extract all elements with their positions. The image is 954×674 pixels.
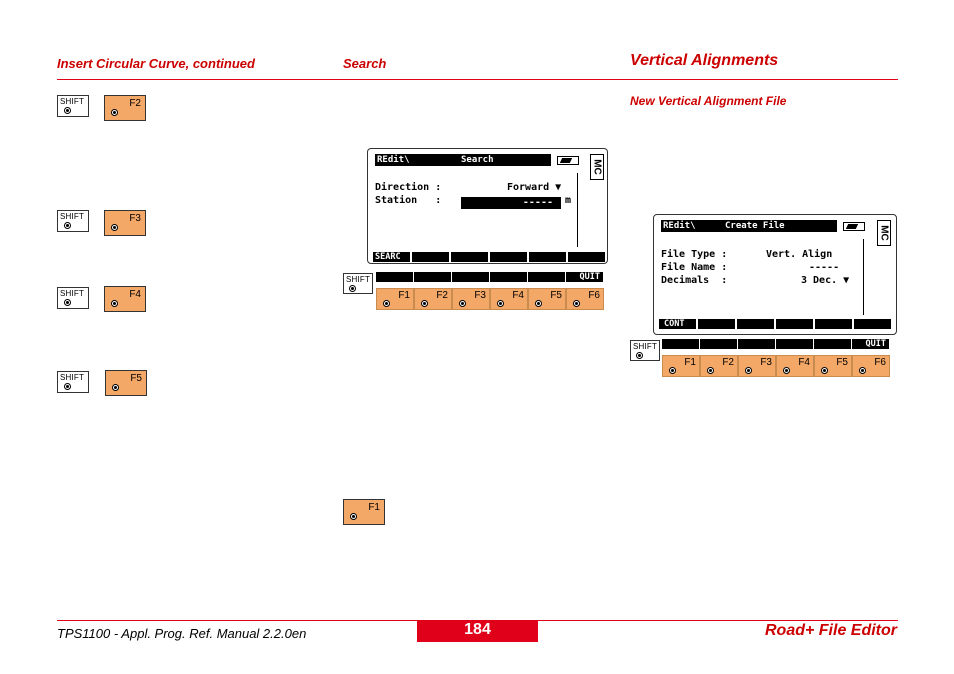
f1-key-label: F1 [368,502,380,513]
f2-key[interactable] [700,355,738,377]
f5-key-label: F5 [130,373,142,384]
section-title-left: Insert Circular Curve, continued [57,56,255,71]
f3-key[interactable] [452,288,490,310]
battery-icon [843,222,865,231]
key-dot-icon [461,302,464,305]
key-dot-icon [709,369,712,372]
mc-label: MC [878,225,890,241]
screen-divider [863,239,864,315]
shift-key-label: SHIFT [346,275,371,284]
key-dot-icon [66,224,69,227]
softkey-2[interactable] [698,319,735,329]
screen-title-left: REdit\ [663,221,696,231]
section-title-search: Search [343,56,387,71]
f2-label: F2 [436,290,448,301]
softkey-2[interactable] [412,252,449,262]
f1-key[interactable] [343,499,385,525]
softkey-4[interactable] [776,319,813,329]
f5-label: F5 [550,290,562,301]
direction-value[interactable]: Forward ▼ [507,182,562,193]
station-unit: m [565,195,572,206]
key-dot-icon [113,302,116,305]
function-key-strip [662,355,890,377]
manual-reference: TPS1100 - Appl. Prog. Ref. Manual 2.2.0en [57,626,307,641]
shift-softkey-strip [376,272,603,282]
search-screen [367,148,608,264]
create-file-screen [653,214,897,335]
f3-key-label: F3 [129,213,141,224]
key-dot-icon [351,287,354,290]
shift-softkey-2[interactable] [700,339,737,349]
key-dot-icon [537,302,540,305]
f6-label: F6 [588,290,600,301]
f4-key[interactable] [776,355,814,377]
shift-key-label: SHIFT [60,212,85,221]
softkey-cont[interactable]: CONT [659,319,696,329]
shift-softkey-1[interactable] [662,339,699,349]
page-title: Vertical Alignments [630,52,779,69]
f1-label: F1 [398,290,410,301]
key-dot-icon [823,369,826,372]
softkey-bar [373,252,605,262]
shift-key[interactable] [57,371,89,393]
shift-softkey-quit[interactable]: QUIT [566,272,603,282]
softkey-4[interactable] [490,252,527,262]
softkey-6[interactable] [854,319,891,329]
f2-label: F2 [722,357,734,368]
f4-label: F4 [798,357,810,368]
key-dot-icon [114,386,117,389]
screen-title-left: REdit\ [377,155,410,165]
softkey-3[interactable] [451,252,488,262]
key-dot-icon [499,302,502,305]
f5-label: F5 [836,357,848,368]
screen-title-center: Search [461,155,494,165]
file-name-value[interactable]: ----- [809,262,840,273]
f4-key[interactable] [490,288,528,310]
shift-softkey-4[interactable] [776,339,813,349]
station-input[interactable]: ----- [461,197,561,209]
key-dot-icon [638,354,641,357]
screen-title-center: Create File [725,221,785,231]
key-dot-icon [785,369,788,372]
f4-key[interactable] [104,286,146,312]
f2-key-label: F2 [129,98,141,109]
softkey-5[interactable] [529,252,566,262]
key-dot-icon [385,302,388,305]
softkey-5[interactable] [815,319,852,329]
shift-softkey-3[interactable] [452,272,489,282]
f6-key[interactable] [566,288,604,310]
shift-key-label: SHIFT [60,97,85,106]
f1-key[interactable] [662,355,700,377]
decimals-label: Decimals : [661,275,728,286]
f5-key[interactable] [814,355,852,377]
header-rule [57,79,898,80]
file-type-label: File Type : [661,249,728,260]
f5-key[interactable] [105,370,147,396]
function-key-strip [376,288,605,310]
key-dot-icon [66,385,69,388]
shift-key-label: SHIFT [633,342,658,351]
station-label: Station : [375,195,442,206]
shift-key-label: SHIFT [60,373,85,382]
subsection-title: New Vertical Alignment File [630,94,787,108]
key-dot-icon [352,515,355,518]
f4-label: F4 [512,290,524,301]
shift-softkey-5[interactable] [528,272,565,282]
key-dot-icon [113,226,116,229]
file-name-label: File Name : [661,262,728,273]
shift-key[interactable] [57,287,89,309]
shift-softkey-strip [662,339,889,349]
f6-label: F6 [874,357,886,368]
softkey-search[interactable]: SEARC [373,252,410,262]
shift-softkey-1[interactable] [376,272,413,282]
battery-icon [557,156,579,165]
key-dot-icon [113,111,116,114]
f3-key[interactable] [104,210,146,236]
key-dot-icon [575,302,578,305]
shift-softkey-3[interactable] [738,339,775,349]
shift-key[interactable] [343,273,373,294]
mc-indicator [590,154,604,180]
f5-key[interactable] [528,288,566,310]
shift-softkey-5[interactable] [814,339,851,349]
f2-key[interactable] [104,95,146,121]
key-dot-icon [861,369,864,372]
direction-label: Direction : [375,182,442,193]
mc-label: MC [591,159,603,175]
shift-softkey-2[interactable] [414,272,451,282]
f1-key[interactable] [376,288,414,310]
f4-key-label: F4 [129,289,141,300]
shift-key[interactable] [57,210,89,232]
softkey-6[interactable] [568,252,605,262]
screen-title-bar [661,220,837,232]
mc-indicator [877,220,891,246]
shift-softkey-quit[interactable]: QUIT [852,339,889,349]
screen-title-bar [375,154,551,166]
f3-key[interactable] [738,355,776,377]
key-dot-icon [66,109,69,112]
f2-key[interactable] [414,288,452,310]
shift-key-label: SHIFT [60,289,85,298]
f3-label: F3 [474,290,486,301]
f6-key[interactable] [852,355,890,377]
softkey-bar [659,319,891,329]
shift-softkey-4[interactable] [490,272,527,282]
key-dot-icon [747,369,750,372]
decimals-value[interactable]: 3 Dec. ▼ [801,275,850,286]
file-type-value[interactable]: Vert. Align [766,249,833,260]
key-dot-icon [423,302,426,305]
screen-divider [577,173,578,247]
shift-key[interactable] [630,340,660,361]
key-dot-icon [66,301,69,304]
footer-section-title: Road+ File Editor [764,622,897,639]
softkey-3[interactable] [737,319,774,329]
f1-label: F1 [684,357,696,368]
key-dot-icon [671,369,674,372]
shift-key[interactable] [57,95,89,117]
page-number: 184 [417,620,538,642]
f3-label: F3 [760,357,772,368]
